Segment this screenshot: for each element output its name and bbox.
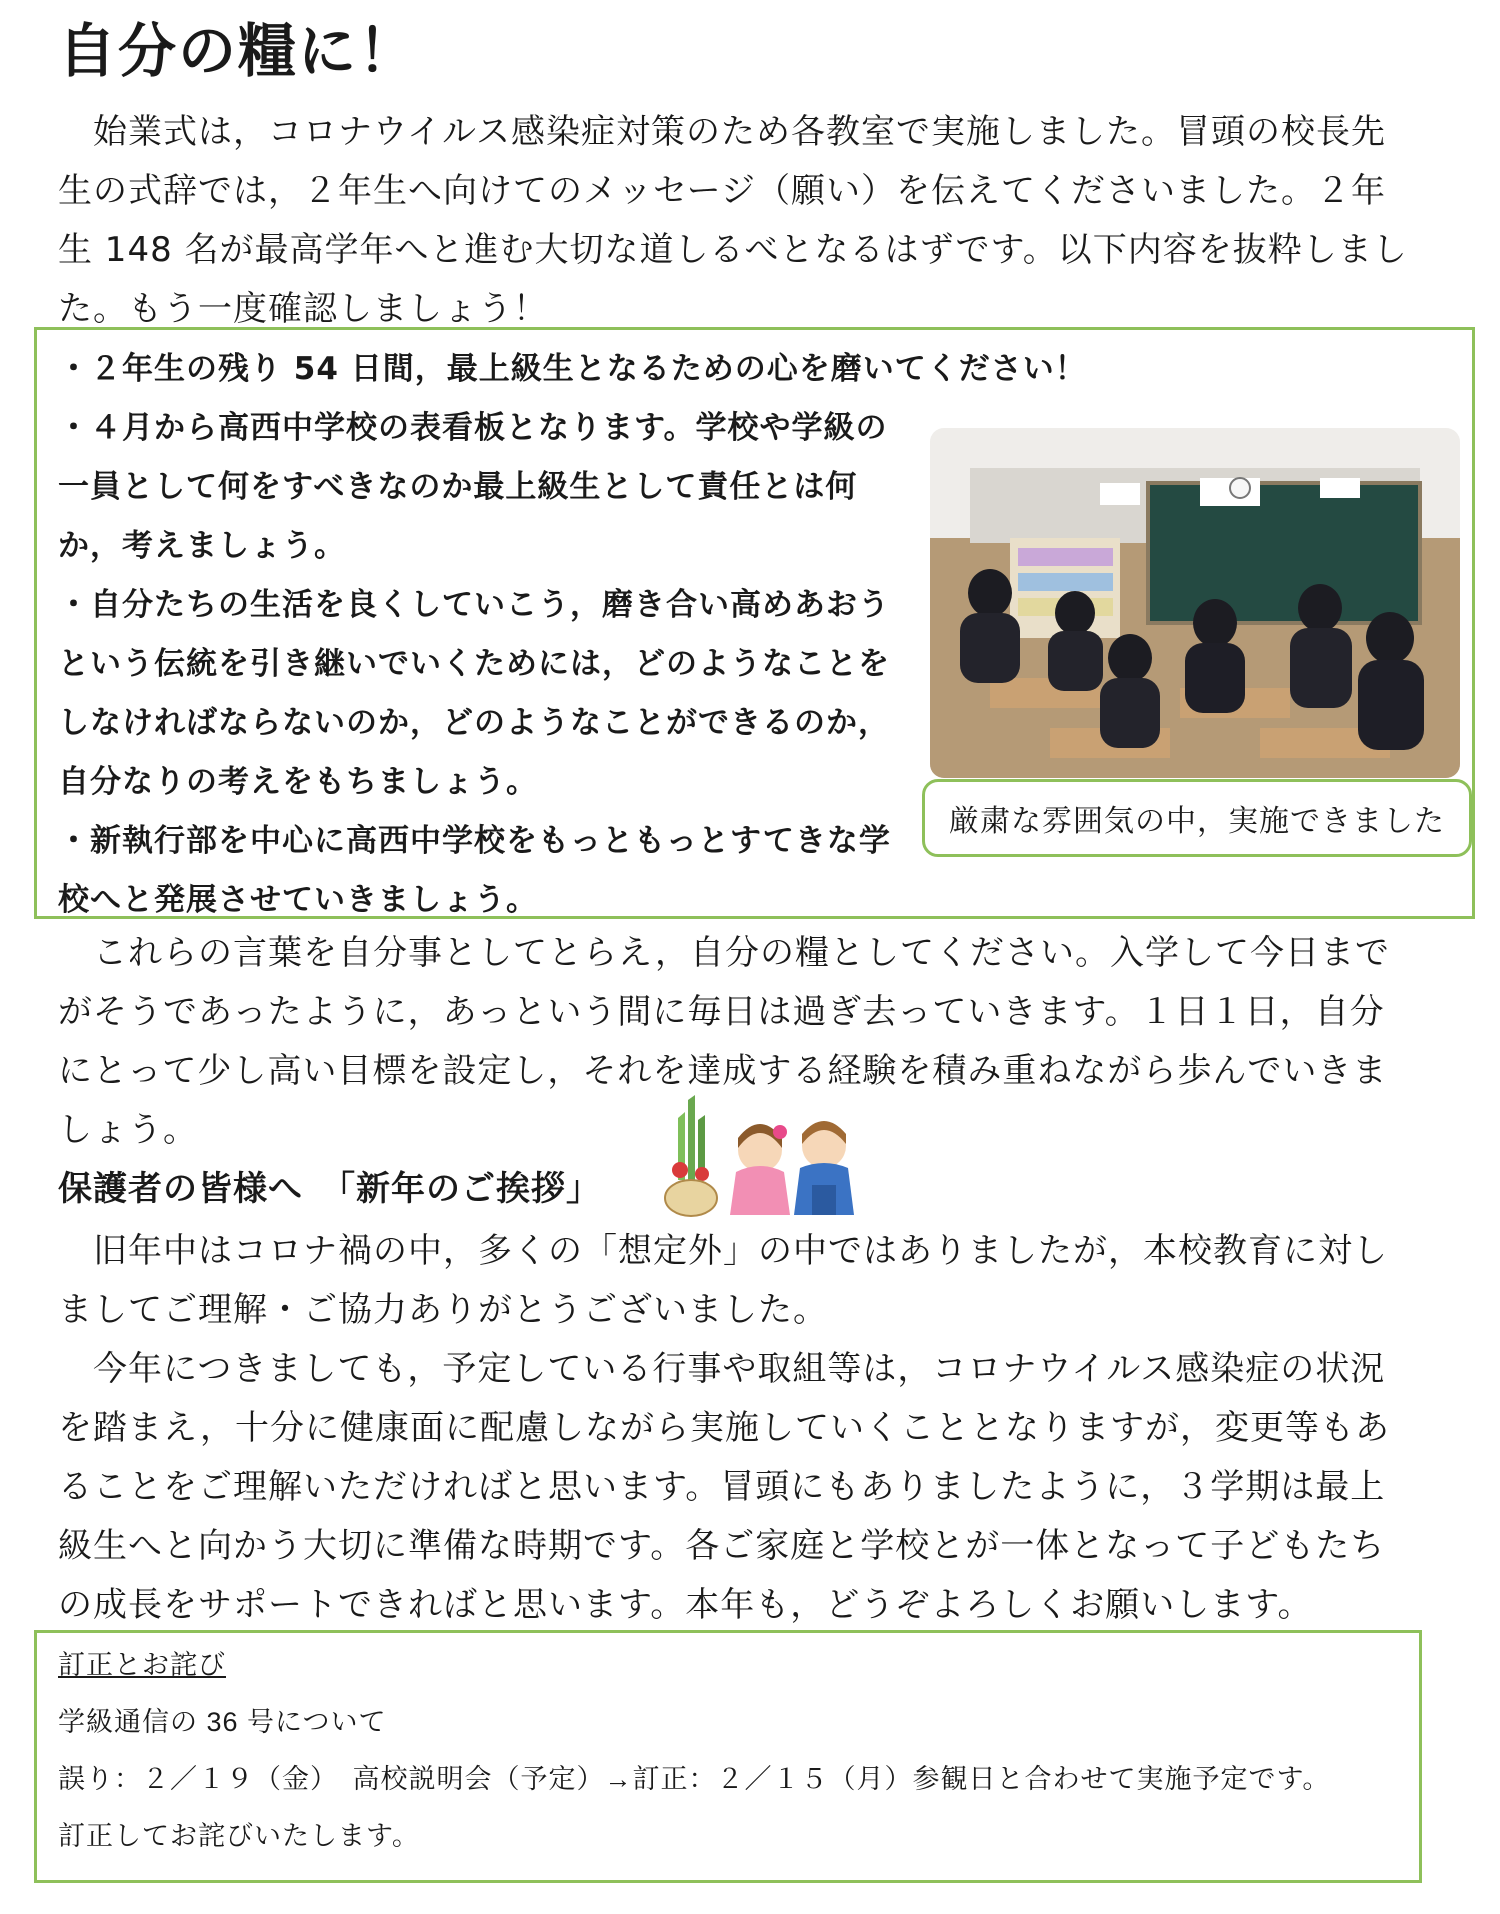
greeting-paragraph-1: 旧年中はコロナ禍の中，多くの「想定外」の中ではありましたが，本校教育に対しましてご理解・ご協力ありがとうございました。 bbox=[58, 1231, 1388, 1330]
greeting-paragraph-2: 今年につきましても，予定している行事や取組等は，コロナウイルス感染症の状況を踏まえ，十分に健康面に配慮しながら実施していくこととなりますが，変更等もあることをご理解いただければと思います。冒頭にもありましたように，３学期は最上級生へと向かう大切に準備な時期です。各ご家庭と学校とが一体となって子どもたちの成長をサポートできればと思います。本年も，どうぞよろしくお願いします。 bbox=[58, 1349, 1391, 1625]
correction-line-2: 誤り：２／１９（金） 高校説明会（予定）→訂正：２／１５（月）参観日と合わせて実施予定です。 bbox=[58, 1764, 1331, 1794]
classroom-photo bbox=[930, 428, 1460, 778]
reflection-paragraph: これらの言葉を自分事としてとらえ，自分の糧としてください。入学して今日までがそうであったように，あっという間に毎日は過ぎ去っていきます。１日１日，自分にとって少し高い目標を設定し，それを達成する経験を積み重ねながら歩んでいきましょう。 bbox=[58, 933, 1391, 1150]
photo-caption-box bbox=[922, 779, 1472, 857]
message-item: ・２年生の残り 54 日間，最上級生となるための心を磨いてください！ bbox=[58, 351, 1087, 387]
message-item: ・新執行部を中心に高西中学校をもっともっとすてきな学校へと発展させていきましょう。 bbox=[58, 823, 891, 918]
greeting-heading: 保護者の皆様へ 「新年のご挨拶」 bbox=[58, 1169, 601, 1209]
new-year-illustration bbox=[662, 1090, 862, 1220]
correction-title: 訂正とお詫び bbox=[58, 1650, 226, 1680]
correction-line-3: 訂正してお詫びいたします。 bbox=[58, 1821, 420, 1851]
principal-message-list bbox=[58, 340, 1087, 930]
page-title: 自分の糧に！ bbox=[58, 17, 419, 85]
photo-caption: 厳粛な雰囲気の中，実施できました bbox=[949, 804, 1445, 839]
classroom-photo-drawing bbox=[930, 428, 1460, 778]
correction-line-1: 学級通信の 36 号について bbox=[58, 1707, 387, 1737]
kadomatsu-children-icon bbox=[662, 1090, 862, 1220]
message-item: ・自分たちの生活を良くしていこう，磨き合い高めあおうという伝統を引き継いでいくためには，どのようなことをしなければならないのか，どのようなことができるのか，自分なりの考えをもちましょう。 bbox=[58, 587, 890, 800]
intro-paragraph: 始業式は，コロナウイルス感染症対策のため各教室で実施しました。冒頭の校長先生の式辞では，２年生へ向けてのメッセージ（願い）を伝えてくださいました。２年生 148 名が最高学年へと進む大切な道しるべとなるはずです。以下内容を抜粋しました。もう一度確認しましょう！ bbox=[58, 112, 1408, 329]
message-item: ・４月から高西中学校の表看板となります。学校や学級の一員として何をすべきなのか最上級生として責任とは何か，考えましょう。 bbox=[58, 410, 888, 564]
